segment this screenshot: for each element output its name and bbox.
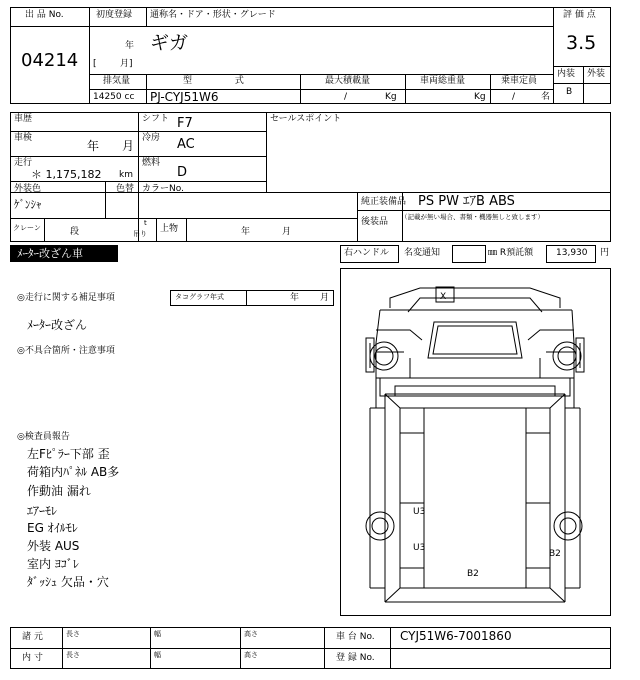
equipment-label: 純正装備品	[361, 197, 407, 207]
dims-length: 長さ	[66, 630, 80, 638]
inspector-note: 作動油 漏れ	[27, 484, 91, 498]
max-load-label: 最大積載量	[325, 76, 371, 86]
aftermarket-label: 後装品	[361, 217, 389, 227]
max-load-unit: Kg	[385, 92, 397, 102]
capacity-label: 乗車定員	[501, 76, 538, 86]
crane-stage: 段	[70, 227, 80, 237]
ac-value: AC	[177, 137, 195, 152]
reg-label: 登 録 No.	[336, 653, 375, 663]
rhd-label: 右ハンドル	[344, 248, 390, 258]
upper-label: 上物	[160, 224, 179, 234]
equipment-value: PS PW ｴｱB ABS	[418, 194, 515, 209]
model-code: PJ-CYJ51W6	[150, 90, 219, 104]
name-change-box	[452, 245, 486, 263]
diagram-mark: U3	[413, 507, 426, 517]
color-code-label: カラーNo.	[142, 184, 184, 194]
inspection-month: 月	[122, 139, 135, 153]
inspector-note: 左Fﾋﾟﾗｰ下部 歪	[27, 447, 110, 461]
capacity-unit: 名	[541, 92, 551, 102]
ext-color-label: 外装色	[14, 184, 42, 194]
name-change-label: 名変通知	[404, 248, 441, 258]
lot-number: 04214	[21, 50, 79, 71]
meter-tamper-text: ﾒｰﾀｰ改ざん車	[17, 247, 83, 260]
defect-title: ◎不具合箇所・注意事項	[17, 346, 115, 356]
size-height: 高さ	[244, 651, 258, 659]
deposit-amount: 13,930	[556, 248, 588, 258]
exterior-label: 外装	[587, 69, 606, 79]
tacho-year: 年	[290, 293, 300, 303]
color-no-label: 色替	[116, 184, 135, 194]
fuel-label: 燃料	[142, 158, 161, 168]
yen-unit: 円	[600, 248, 610, 258]
displacement-label: 排気量	[103, 76, 131, 86]
driving-title: ◎走行に関する補足事項	[17, 293, 115, 303]
ac-label: 冷房	[142, 133, 161, 143]
aftermarket-note: （記載が無い場合、書類・機器無しと致します）	[401, 213, 544, 221]
ext-color-value: ｹﾞﾝｼｬ	[14, 198, 42, 211]
inspection-label: 車検	[14, 133, 33, 143]
crane-ton: t	[144, 219, 147, 227]
size-label: 内 寸	[22, 653, 43, 663]
car-name: ギガ	[150, 32, 189, 54]
first-reg-label: 初度登録	[96, 10, 133, 20]
diagram-mark: U3	[413, 543, 426, 553]
mileage-value: ＊ 1,175,182	[31, 168, 102, 181]
selling-points-label: セールスポイント	[270, 114, 342, 124]
inspection-year: 年	[87, 139, 100, 153]
inspector-title: ◎検査員報告	[17, 432, 70, 442]
model-label: 通称名・ドア・形状・グレード	[150, 10, 276, 20]
deposit-label: ㎜ R預託額	[488, 248, 534, 258]
history-label: 車歴	[14, 114, 33, 124]
mileage-label: 走行	[14, 158, 33, 168]
type-label: 型 式	[183, 76, 244, 86]
inspector-note: ｴｱｰﾓﾚ	[27, 504, 58, 518]
upper-year: 年	[241, 227, 251, 237]
dims-width: 幅	[154, 630, 161, 638]
size-length: 長さ	[66, 651, 80, 659]
diagram-mark: B2	[467, 569, 479, 579]
inspector-note: ﾀﾞｯｼｭ 欠品・穴	[27, 575, 109, 589]
mileage-unit: km	[119, 170, 133, 180]
inspector-note: EG ｵｲﾙﾓﾚ	[27, 521, 78, 535]
first-reg-month-open: [	[93, 59, 97, 69]
max-load-slash: /	[344, 92, 348, 102]
interior-grade: B	[566, 87, 573, 97]
lot-label: 出 品 No.	[25, 10, 64, 20]
tacho-month: 月	[320, 293, 330, 303]
diagram-mark: B2	[549, 549, 561, 559]
diagram-mark: X	[440, 292, 447, 302]
gross-weight-unit: Kg	[474, 92, 486, 102]
chassis-value: CYJ51W6-7001860	[400, 629, 512, 643]
inspector-note: 室内 ﾖｺﾞﾚ	[27, 557, 79, 571]
dims-label: 諸 元	[22, 632, 43, 642]
score-label: 評 価 点	[563, 10, 596, 20]
dims-height: 高さ	[244, 630, 258, 638]
tacho-label: タコグラフ年式	[175, 293, 224, 301]
interior-label: 内装	[557, 69, 576, 79]
chassis-label: 車 台 No.	[336, 632, 375, 642]
upper-month: 月	[282, 227, 292, 237]
shift-label: シフト	[142, 114, 170, 124]
gross-weight-label: 車両総重量	[420, 76, 466, 86]
score-value: 3.5	[566, 32, 597, 54]
inspector-note: 荷箱内ﾊﾟﾈﾙ AB多	[27, 465, 120, 479]
shift-value: F7	[177, 116, 193, 131]
truck-diagram	[340, 268, 611, 616]
crane-hoist: 吊り	[133, 230, 147, 238]
driving-note: ﾒｰﾀｰ改ざん	[27, 318, 88, 332]
capacity-slash: /	[512, 92, 516, 102]
displacement-value: 14250 cc	[93, 92, 135, 102]
size-width: 幅	[154, 651, 161, 659]
crane-label: クレーン	[13, 224, 41, 232]
fuel-value: D	[177, 165, 188, 180]
first-reg-month-unit: 月]	[120, 59, 133, 69]
first-reg-year-unit: 年	[125, 41, 135, 51]
inspector-note: 外装 AUS	[27, 539, 80, 553]
